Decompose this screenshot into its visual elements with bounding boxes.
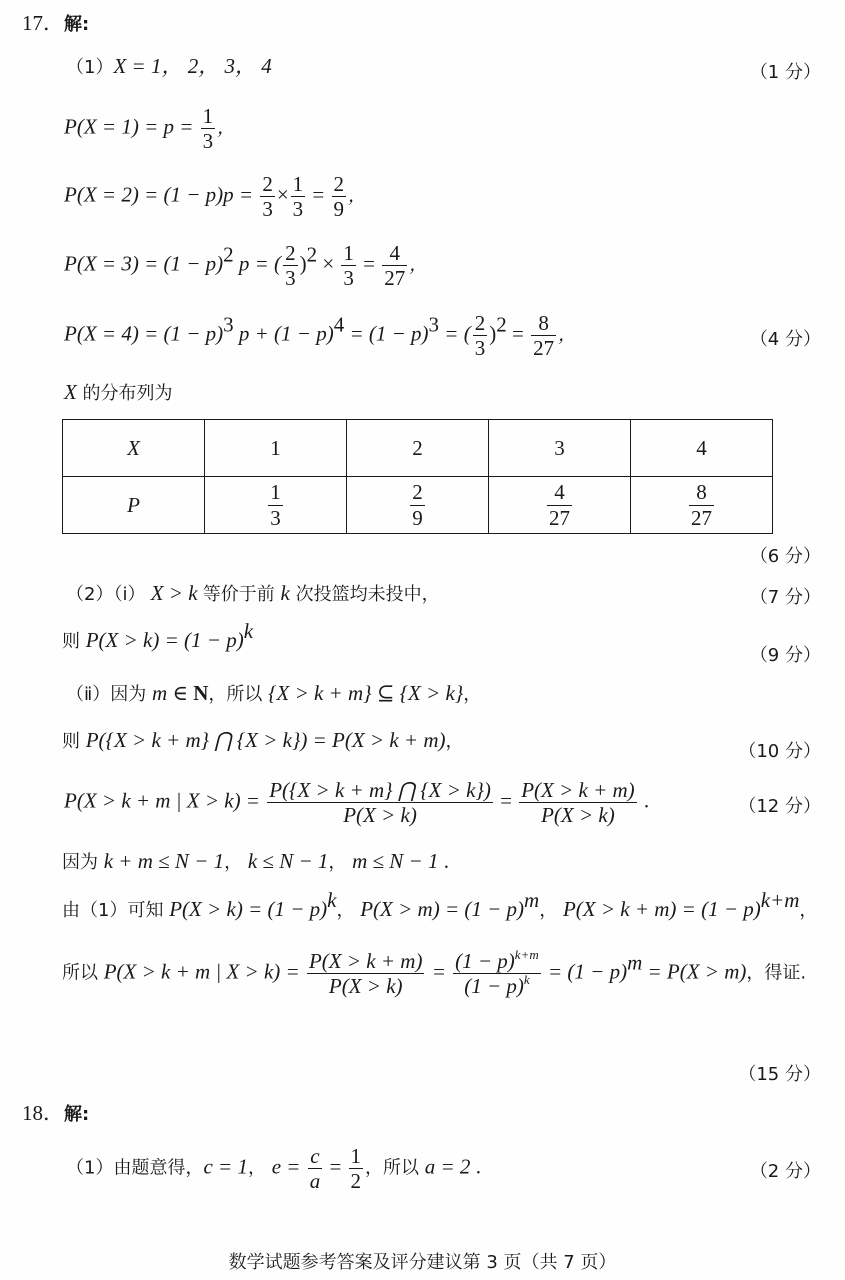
table-row <box>63 477 773 534</box>
fraction: $\frac{1}{3}$ <box>270 480 281 530</box>
fraction: $\frac{4}{27}$ <box>549 480 570 530</box>
eq-p-x1: P(X = 1) = p = $\frac{1}{3}$ ， <box>64 104 236 154</box>
page-footer: 数学试题参考答案及评分建议第 3 页（共 7 页） <box>228 1252 617 1273</box>
q17-part2-i-result: 则 $P(X > k) = (1 - p)^k$ <box>62 619 254 652</box>
fraction: $\frac{2}{3}$ <box>474 311 486 361</box>
table-cell: X <box>63 420 205 477</box>
score-1: （1 分） <box>749 62 821 83</box>
fraction: $\frac{1}{3}$ <box>292 172 304 222</box>
table-row <box>63 420 773 477</box>
fraction: $\frac{8}{27}$ <box>533 311 555 361</box>
eq-p-x3: $P(X = 3) = (1 - p)^2$ p = ( $\frac{2}{3}$ )$^2$ × $\frac{1}{3}$ = $\frac{4}{27}$ ， <box>64 241 428 291</box>
fraction: $\frac{P(X > k + m)}{P(X > k)}$ <box>308 949 423 999</box>
dist-title: X 的分布列为 <box>64 380 173 404</box>
fraction: $\frac{1}{3}$ <box>202 104 214 154</box>
q18-part1: （1）由题意得，c = 1， e = $\frac{c}{a}$ = $\frac{1}{2}$ ，所以 a = 2 . <box>66 1144 481 1194</box>
score-2: （2 分） <box>749 1161 821 1182</box>
fraction: $\frac{P(X > k + m)}{P(X > k)}$ <box>521 778 635 828</box>
fraction: $\frac{2}{9}$ <box>333 172 344 222</box>
q17-heading: 17．解: <box>22 11 90 35</box>
q17-part2-ii-bounds: 因为 k + m ≤ N − 1， k ≤ N − 1， m ≤ N − 1 . <box>62 849 449 873</box>
q17-part2-ii-conclusion: 所以 P(X > k + m | X > k) = $\frac{P(X > k + m)}{P(X > k)}$ = $\frac{(1 - p)^{k+m}}{(1 - p)^k}$ = $(1 - p)^m = P(X > m)$，得证. <box>62 947 807 999</box>
q18-heading: 18．解: <box>22 1101 90 1125</box>
fraction: $\frac{(1 - p)^{k+m}}{(1 - p)^k}$ <box>455 947 539 999</box>
fraction: $\frac{8}{27}$ <box>691 480 712 530</box>
fraction: $\frac{1}{3}$ <box>343 241 354 291</box>
fraction: $\frac{c}{a}$ <box>309 1144 321 1194</box>
table-cell: 3 <box>489 420 631 477</box>
table-cell <box>347 477 489 534</box>
table-cell: 4 <box>631 420 773 477</box>
score-6: （6 分） <box>749 546 821 567</box>
fraction: $\frac{4}{27}$ <box>384 241 406 291</box>
fraction: $\frac{2}{3}$ <box>262 172 273 222</box>
score-10: （10 分） <box>738 741 821 762</box>
eq-p-x4: $P(X = 4) = (1 - p)^3$ $p + (1 - p)^4 = (1 - p)^3$ = ( $\frac{2}{3}$ )$^2$ = $\frac{8}{27}$ ， <box>64 311 577 361</box>
q17-part2-ii-known: 由（1）可知 $P(X > k) = (1 - p)^k$， $P(X > m) = (1 - p)^m$， $P(X > k + m) = (1 - p)^{k+m}$， <box>62 888 818 921</box>
score-9: （9 分） <box>749 645 821 666</box>
q17-part2-ii-conditional: P(X > k + m | X > k) = $\frac{P(\{X > k + m\} ⋂ \{X > k\})}{P(X > k)}$ = $\frac{P(X > k + m)}{P(X > k)}$ . <box>64 778 650 828</box>
fraction: $\frac{2}{3}$ <box>285 241 296 291</box>
q17-part1-values: （1）X = 1， 2， 3， 4 <box>66 54 272 78</box>
table-cell <box>205 477 347 534</box>
score-15: （15 分） <box>738 1064 821 1085</box>
q17-part2-ii-intersection: 则 P({X > k + m} ⋂ {X > k}) = P(X > k + m)， <box>62 728 464 752</box>
eq-p-x2: P(X = 2) = (1 − p)p = $\frac{2}{3}$ × $\frac{1}{3}$ = $\frac{2}{9}$ ， <box>64 172 366 222</box>
table-cell: 2 <box>347 420 489 477</box>
q17-part2-i: （2）（ⅰ） X > k 等价于前 k 次投篮均未投中， <box>66 581 440 605</box>
table-cell: P <box>63 477 205 534</box>
score-12: （12 分） <box>738 796 821 817</box>
q17-part2-ii: （ⅱ）因为 m ∈ N，所以 {X > k + m} ⊆ {X > k}， <box>66 681 482 705</box>
fraction: $\frac{2}{9}$ <box>412 480 423 530</box>
table-cell <box>631 477 773 534</box>
fraction: $\frac{P(\{X > k + m\} ⋂ \{X > k\})}{P(X > k)}$ <box>269 778 491 828</box>
fraction: $\frac{1}{2}$ <box>350 1144 362 1194</box>
distribution-table <box>62 419 773 534</box>
table-cell: 1 <box>205 420 347 477</box>
score-4: （4 分） <box>749 329 821 350</box>
table-cell <box>489 477 631 534</box>
score-7: （7 分） <box>749 587 821 608</box>
